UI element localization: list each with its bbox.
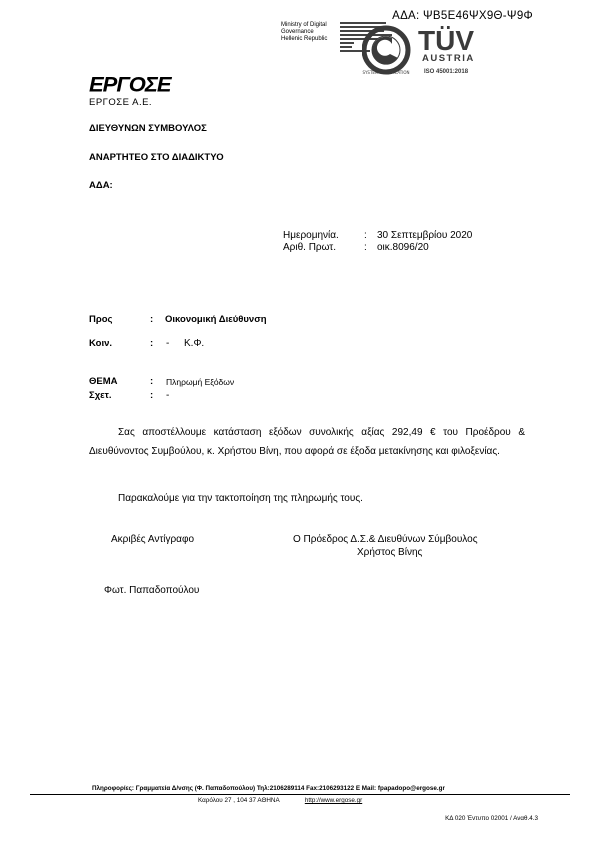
to-separator: :	[150, 314, 154, 325]
cert-ring-text: SYSTEM CERTIFICATION	[362, 70, 410, 75]
cc-value: Κ.Φ.	[184, 338, 205, 349]
signer-title: Ο Πρόεδρος Δ.Σ.& Διευθύνων Σύμβουλος	[293, 534, 478, 545]
ada-label: ΑΔΑ:	[89, 180, 113, 191]
footer-website-link[interactable]: http://www.ergose.gr	[304, 797, 363, 804]
ergose-logo: ΕΡΓΟΣΕ	[89, 72, 171, 97]
tuv-certification-badge	[362, 24, 512, 76]
ministry-line: Governance	[281, 29, 314, 35]
to-label: Προς	[89, 314, 113, 325]
protocol-label: Αριθ. Πρωτ.	[283, 242, 337, 253]
protocol-value: οικ.8096/20	[377, 242, 429, 253]
reference-separator: :	[150, 390, 154, 401]
department-name: ΔΙΕΥΘΥΝΩΝ ΣΥΜΒΟΥΛΟΣ	[89, 123, 207, 134]
date-label: Ημερομηνία.	[283, 230, 339, 241]
exact-copy-label: Ακριβές Αντίγραφο	[111, 534, 195, 545]
footer-address-line	[198, 797, 362, 804]
subject-value: Πληρωμή Εξόδων	[166, 377, 235, 387]
subject-separator: :	[150, 376, 154, 387]
publish-note: ΑΝΑΡΤΗΤΕΟ ΣΤΟ ΔΙΑΔΙΚΤΥΟ	[89, 152, 224, 163]
to-value: Οικονομική Διεύθυνση	[165, 314, 267, 325]
date-separator: :	[364, 230, 367, 241]
body-paragraph-1: Σας αποστέλλουμε κατάσταση εξόδων συνολικής αξίας 292,49 € του Προέδρου & Διευθύνοντος Συμβούλου, κ. Χρήστου Βίνη, που αφορά σε έξοδα μετακίνησης και φιλοξενίας.	[89, 427, 525, 457]
date-value: 30 Σεπτεμβρίου 2020	[377, 230, 473, 241]
iso-text: ISO 45001:2018	[424, 69, 469, 75]
reference-value: -	[166, 390, 170, 401]
tuv-text: TÜV	[418, 25, 474, 56]
austria-text: AUSTRIA	[422, 53, 475, 64]
footer-contact-info: Πληροφορίες: Γραμματεία Δ/νσης (Φ. Παπαδοπούλου) Τηλ:2106289114 Fax:2106293122 E Mail: fpapadopo@ergose.gr	[92, 785, 445, 792]
cc-separator: :	[150, 338, 154, 349]
top-ada-code: ΑΔΑ: ΨΒ5Ε46ΨΧ9Θ-Ψ9Φ	[392, 10, 533, 22]
footer-form-code: ΚΔ 020 Έντυπο 02001 / Αναθ.4.3	[445, 815, 538, 822]
ministry-line: Ministry of Digital	[281, 22, 327, 28]
body-paragraph-2: Παρακαλούμε για την τακτοποίηση της πληρωμής τους.	[118, 493, 363, 504]
reference-label: Σχετ.	[89, 390, 112, 401]
protocol-separator: :	[364, 242, 367, 253]
company-name: ΕΡΓΟΣΕ Α.Ε.	[89, 97, 153, 108]
ministry-line: Hellenic Republic	[281, 36, 328, 42]
subject-label: ΘΕΜΑ	[89, 376, 118, 387]
footer-address: Καρόλου 27 , 104 37 ΑΘΗΝΑ	[198, 797, 280, 804]
copy-by-name: Φωτ. Παπαδοπούλου	[104, 585, 200, 596]
cc-dash: -	[166, 338, 170, 349]
ministry-block	[281, 22, 327, 43]
cc-label: Κοιν.	[89, 338, 113, 349]
signer-name: Χρήστος Βίνης	[357, 547, 423, 558]
footer-divider	[30, 794, 570, 795]
